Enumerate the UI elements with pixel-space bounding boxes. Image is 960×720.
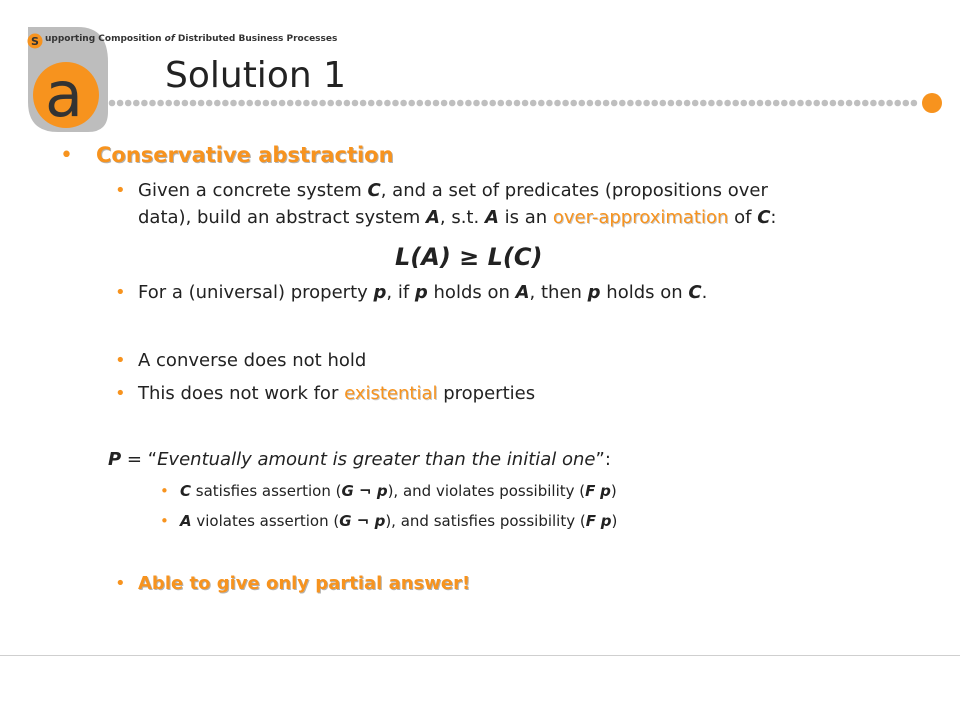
language-inclusion-formula: L(A) ≥ L(C) bbox=[395, 243, 543, 271]
divider-dot bbox=[741, 100, 748, 107]
divider-dot bbox=[870, 100, 877, 107]
divider-dot bbox=[473, 100, 480, 107]
divider-dot bbox=[481, 100, 488, 107]
divider-dot bbox=[765, 100, 772, 107]
divider-dot bbox=[182, 100, 189, 107]
divider-dot bbox=[263, 100, 270, 107]
divider-dot bbox=[360, 100, 367, 107]
divider-dot bbox=[441, 100, 448, 107]
divider-dot bbox=[311, 100, 318, 107]
divider-dot bbox=[684, 100, 691, 107]
divider-dot bbox=[724, 100, 731, 107]
divider-dot bbox=[878, 100, 885, 107]
divider-dot bbox=[514, 100, 521, 107]
divider-dot bbox=[190, 100, 197, 107]
divider-dot bbox=[498, 100, 505, 107]
divider-dot bbox=[708, 100, 715, 107]
divider-dot bbox=[141, 100, 148, 107]
bullet-existential: This does not work for existential properties bbox=[138, 383, 536, 404]
divider-dot bbox=[384, 100, 391, 107]
divider-dot bbox=[319, 100, 326, 107]
divider-dot bbox=[238, 100, 245, 107]
bullet-universal-property: For a (universal) property p, if p holds on A, then p holds on C. bbox=[138, 282, 708, 303]
divider-dot bbox=[230, 100, 237, 107]
divider-dot bbox=[643, 100, 650, 107]
divider-dot bbox=[627, 100, 634, 107]
bullet-converse: A converse does not hold bbox=[138, 350, 367, 371]
divider-dot bbox=[352, 100, 359, 107]
subbullet-c-satisfies: C satisfies assertion (G ¬ p), and violates possibility (F p) bbox=[180, 482, 617, 500]
divider-dot bbox=[530, 100, 537, 107]
divider-dot bbox=[449, 100, 456, 107]
divider-dot bbox=[417, 100, 424, 107]
bullet-marker: • bbox=[160, 512, 169, 530]
divider-dot bbox=[732, 100, 739, 107]
divider-dot bbox=[773, 100, 780, 107]
property-definition: P = “Eventually amount is greater than the initial one”: bbox=[108, 449, 611, 470]
divider-dot bbox=[174, 100, 181, 107]
divider-dot bbox=[271, 100, 278, 107]
dotted-divider bbox=[108, 90, 948, 116]
divider-dot bbox=[279, 100, 286, 107]
divider-dot bbox=[522, 100, 529, 107]
logo-s-letter: S bbox=[31, 35, 39, 48]
divider-dot bbox=[797, 100, 804, 107]
divider-dot bbox=[465, 100, 472, 107]
divider-dot bbox=[506, 100, 513, 107]
divider-dot bbox=[757, 100, 764, 107]
divider-dot bbox=[651, 100, 658, 107]
divider-dot bbox=[336, 100, 343, 107]
divider-dot bbox=[425, 100, 432, 107]
divider-dot bbox=[109, 100, 116, 107]
divider-dot bbox=[611, 100, 618, 107]
divider-dot bbox=[813, 100, 820, 107]
divider-dot bbox=[911, 100, 918, 107]
divider-dot bbox=[206, 100, 213, 107]
divider-dot bbox=[894, 100, 901, 107]
divider-dot bbox=[619, 100, 626, 107]
divider-dot bbox=[903, 100, 910, 107]
divider-dot bbox=[805, 100, 812, 107]
bullet-marker: • bbox=[115, 180, 126, 201]
bullet-marker: • bbox=[60, 143, 73, 168]
divider-dot bbox=[400, 100, 407, 107]
divider-dot bbox=[344, 100, 351, 107]
bullet-marker: • bbox=[115, 350, 126, 371]
divider-dot bbox=[781, 100, 788, 107]
footer-divider bbox=[0, 655, 960, 656]
divider-dot bbox=[700, 100, 707, 107]
divider-dot bbox=[368, 100, 375, 107]
bullet-marker: • bbox=[115, 573, 126, 594]
divider-dot bbox=[125, 100, 132, 107]
divider-dot bbox=[749, 100, 756, 107]
divider-dot bbox=[165, 100, 172, 107]
divider-dot bbox=[570, 100, 577, 107]
divider-dot bbox=[635, 100, 642, 107]
divider-dot bbox=[376, 100, 383, 107]
divider-dot bbox=[886, 100, 893, 107]
bullet-concrete-system: Given a concrete system C, and a set of predicates (propositions over bbox=[138, 180, 768, 201]
divider-dot bbox=[255, 100, 262, 107]
bullet-marker: • bbox=[115, 383, 126, 404]
bullet-marker: • bbox=[160, 482, 169, 500]
bullet-concrete-system-cont: data), build an abstract system A, s.t. A is an over-approximation of C: bbox=[138, 207, 777, 228]
divider-dot bbox=[838, 100, 845, 107]
divider-dot bbox=[595, 100, 602, 107]
organization-title: upporting Composition of Distributed Business Processes bbox=[45, 34, 338, 44]
divider-dot bbox=[149, 100, 156, 107]
divider-dot bbox=[789, 100, 796, 107]
divider-dot bbox=[830, 100, 837, 107]
final-partial-answer: Able to give only partial answer! bbox=[138, 573, 471, 594]
divider-dot bbox=[562, 100, 569, 107]
divider-dot bbox=[854, 100, 861, 107]
divider-dot bbox=[392, 100, 399, 107]
divider-dot bbox=[408, 100, 415, 107]
divider-dot bbox=[157, 100, 164, 107]
divider-dot bbox=[692, 100, 699, 107]
divider-dot bbox=[133, 100, 140, 107]
divider-dot bbox=[489, 100, 496, 107]
divider-dot bbox=[676, 100, 683, 107]
divider-dot bbox=[554, 100, 561, 107]
logo-a-letter: a bbox=[45, 58, 83, 131]
slide-title: Solution 1 bbox=[165, 55, 347, 96]
divider-dot bbox=[117, 100, 124, 107]
divider-dot bbox=[295, 100, 302, 107]
divider-dot bbox=[668, 100, 675, 107]
divider-dot bbox=[716, 100, 723, 107]
bullet-marker: • bbox=[115, 282, 126, 303]
divider-dot bbox=[327, 100, 334, 107]
divider-dot bbox=[214, 100, 221, 107]
divider-dot bbox=[862, 100, 869, 107]
subbullet-a-violates: A violates assertion (G ¬ p), and satisfies possibility (F p) bbox=[180, 512, 618, 530]
divider-dot bbox=[457, 100, 464, 107]
divider-dot bbox=[660, 100, 667, 107]
divider-dot bbox=[603, 100, 610, 107]
divider-dot bbox=[222, 100, 229, 107]
divider-dot bbox=[579, 100, 586, 107]
divider-dot bbox=[287, 100, 294, 107]
divider-dot bbox=[433, 100, 440, 107]
divider-dot bbox=[846, 100, 853, 107]
divider-end-dot bbox=[922, 93, 942, 113]
heading-conservative-abstraction: Conservative abstraction bbox=[96, 143, 394, 167]
divider-dot bbox=[587, 100, 594, 107]
divider-dot bbox=[198, 100, 205, 107]
divider-dot bbox=[538, 100, 545, 107]
divider-dot bbox=[822, 100, 829, 107]
divider-dot bbox=[246, 100, 253, 107]
divider-dot bbox=[303, 100, 310, 107]
divider-dot bbox=[546, 100, 553, 107]
